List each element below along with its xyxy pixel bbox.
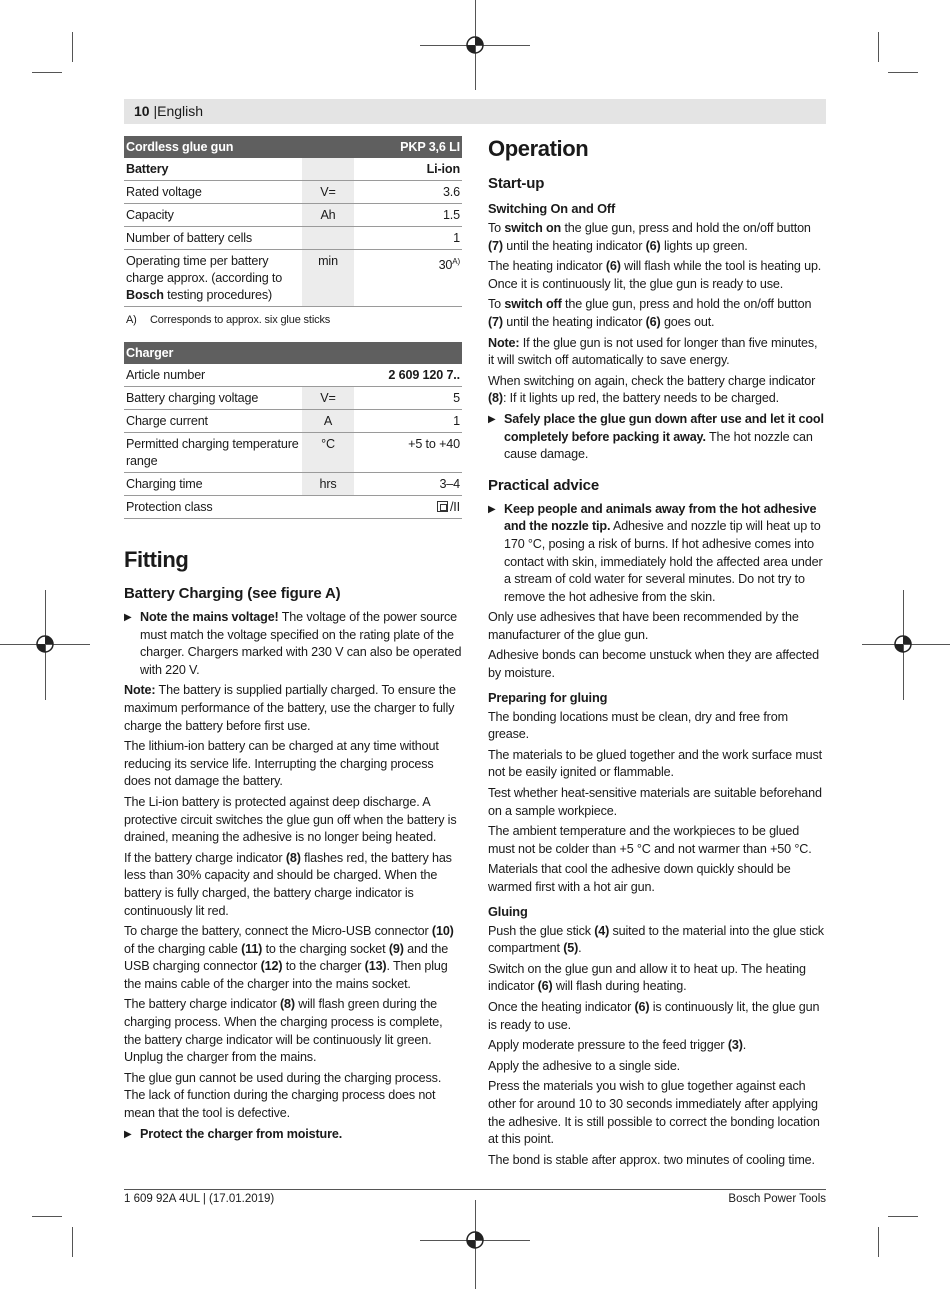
paragraph: Push the glue stick (4) suited to the material into the glue stick compartment (5). <box>488 923 824 956</box>
paragraph: Note: If the glue gun is not used for longer than five minutes, it will switch off automatically to save energy. <box>488 335 818 368</box>
spec-value: 5 <box>354 387 462 410</box>
footer-divider <box>124 1189 826 1190</box>
spec-value: 2 609 120 7.. <box>354 364 462 387</box>
footer-brand: Bosch Power Tools <box>728 1193 826 1205</box>
table-row <box>124 496 462 519</box>
subsection-title: Practical advice <box>488 476 600 494</box>
paragraph: To switch off the glue gun, press and hold the on/off button (7) until the heating indicator (6) goes out. <box>488 297 812 329</box>
paragraph: Apply moderate pressure to the feed trigger (3). <box>488 1038 747 1053</box>
paragraph: The bonding locations must be clean, dry and free from grease. <box>488 709 788 742</box>
warning-bullet: ▶ Note the mains voltage! The voltage of the power source must match the voltage specified on the rating plate of the charger. Chargers marked with 230 V can also be operated with 220 V. <box>124 610 462 677</box>
registration-mark-icon <box>893 634 913 654</box>
crop-mark <box>32 1216 62 1217</box>
crop-mark <box>32 72 62 73</box>
spec-label: Operating time per battery charge approx. (according to Bosch testing procedures) <box>124 250 302 307</box>
paragraph: Note: The battery is supplied partially charged. To ensure the maximum performance of the battery, use the charger to fully charge the battery before first use. <box>124 683 456 733</box>
spec-title: Cordless glue gun <box>124 136 302 158</box>
registration-mark-icon <box>465 35 485 55</box>
table-row <box>124 181 462 204</box>
spec-table-charger <box>124 342 462 519</box>
registration-mark-icon <box>465 1230 485 1250</box>
crop-mark <box>888 72 918 73</box>
paragraph: Press the materials you wish to glue together against each other for around 10 to 30 seconds immediately after applying the adhesive. It is still possible to correct the bonding location at this point. <box>488 1079 820 1147</box>
spec-unit: V= <box>302 181 354 204</box>
triangle-bullet-icon: ▶ <box>124 612 132 623</box>
table-row <box>124 410 462 433</box>
paragraph: The heating indicator (6) will flash while the tool is heating up. Once it is continuously lit, the glue gun is ready to use. <box>488 259 822 291</box>
paragraph: To switch on the glue gun, press and hold the on/off button (7) until the heating indicator (6) lights up green. <box>488 221 811 253</box>
warning-bullet: ▶ Keep people and animals away from the hot adhesive and the nozzle tip. Adhesive and nozzle tip will heat up to 170 °C, posing a risk of burns. If hot adhesive comes into contact with skin, immediately hold the affected area under a stream of cold water for several minutes. Do not try to remove the hot adhesive from the skin. <box>488 501 823 604</box>
spec-value: 1 <box>354 227 462 250</box>
section-title-operation: Operation <box>488 136 589 161</box>
spec-title: Charger <box>124 342 302 364</box>
spec-value: Li-ion <box>354 158 462 181</box>
spec-value: 1 <box>354 410 462 433</box>
paragraph: Switch on the glue gun and allow it to heat up. The heating indicator (6) will flash during heating. <box>488 961 806 994</box>
paragraph: Apply the adhesive to a single side. <box>488 1058 681 1073</box>
spec-value: 1.5 <box>354 204 462 227</box>
spec-unit: A <box>302 410 354 433</box>
header-language: English <box>157 103 204 119</box>
subsubsection-title: Switching On and Off <box>488 201 616 216</box>
paragraph: Adhesive bonds can become unstuck when they are affected by moisture. <box>488 648 819 681</box>
spec-value: /II <box>354 496 462 519</box>
spec-value: +5 to +40 <box>354 433 462 473</box>
paragraph: The lithium-ion battery can be charged at any time without reducing its service life. Interrupting the charging process does not damage the battery. <box>124 739 439 789</box>
subsubsection-title: Gluing <box>488 903 528 919</box>
spec-model: PKP 3,6 LI <box>354 136 462 158</box>
page-number: 10 <box>134 103 150 119</box>
table-row <box>124 227 462 250</box>
table-row <box>124 473 462 496</box>
spec-unit: V= <box>302 387 354 410</box>
warning-bullet: ▶ Protect the charger from moisture. <box>124 1126 462 1144</box>
spec-value: 3–4 <box>354 473 462 496</box>
paragraph: The materials to be glued together and the work surface must not be easily ignited or flammable. <box>488 747 823 780</box>
footnote: A) Corresponds to approx. six glue sticks <box>126 314 331 326</box>
subsubsection-title: Preparing for gluing <box>488 689 608 705</box>
triangle-bullet-icon: ▶ <box>124 1128 132 1140</box>
crop-mark <box>878 32 879 62</box>
spec-unit: °C <box>302 433 354 473</box>
spec-value: 3.6 <box>354 181 462 204</box>
right-column <box>488 136 826 1172</box>
table-row <box>124 364 462 387</box>
paragraph: The battery charge indicator (8) will flash green during the charging process. When the charging process is complete, the battery charge indicator will be continuously lit green. Unplug the charger from the mains. <box>124 997 443 1065</box>
spec-label: Article number <box>124 364 302 387</box>
spec-label: Charge current <box>124 410 302 433</box>
left-column <box>124 136 462 1146</box>
spec-unit: min <box>302 250 354 307</box>
paragraph: The bond is stable after approx. two minutes of cooling time. <box>488 1152 815 1167</box>
triangle-bullet-icon: ▶ <box>488 503 496 515</box>
spec-unit <box>302 227 354 250</box>
spec-label: Capacity <box>124 204 302 227</box>
spec-label: Battery charging voltage <box>124 387 302 410</box>
section-title-fitting: Fitting <box>124 547 189 572</box>
crop-mark <box>878 1227 879 1257</box>
paragraph: Once the heating indicator (6) is continuously lit, the glue gun is ready to use. <box>488 999 820 1032</box>
page-header <box>124 99 826 124</box>
header-separator: | <box>153 103 158 119</box>
spec-unit: Ah <box>302 204 354 227</box>
protection-class-icon <box>437 501 448 512</box>
paragraph: Test whether heat-sensitive materials are suitable beforehand on a sample workpiece. <box>488 786 822 818</box>
paragraph: The Li-ion battery is protected against deep discharge. A protective circuit switches the glue gun off when the battery is drained, meaning the adhesive is no longer being heated. <box>124 794 457 845</box>
paragraph: Materials that cool the adhesive down quickly should be warmed first with a hot air gun. <box>488 862 791 894</box>
spec-label: Protection class <box>124 496 302 519</box>
spec-label: Rated voltage <box>124 181 302 204</box>
paragraph: Only use adhesives that have been recommended by the manufacturer of the glue gun. <box>488 610 799 642</box>
table-row <box>124 433 462 473</box>
subsection-title: Battery Charging (see figure A) <box>124 585 341 602</box>
crop-mark <box>72 32 73 62</box>
spec-label: Battery <box>124 158 302 181</box>
paragraph: The glue gun cannot be used during the charging process. The lack of function during the charging process does not mean that the tool is defective. <box>124 1070 442 1121</box>
crop-mark <box>72 1227 73 1257</box>
spec-table-glue-gun <box>124 136 462 307</box>
spec-label: Charging time <box>124 473 302 496</box>
footer-doc-id: 1 609 92A 4UL | (17.01.2019) <box>124 1193 275 1205</box>
warning-bullet: ▶ Safely place the glue gun down after use and let it cool completely before packing it away. The hot nozzle can cause damage. <box>488 411 824 462</box>
paragraph: If the battery charge indicator (8) flashes red, the battery has less than 30% capacity and should be charged. When the battery is fully charged, the battery charge indicator is continuously lit red. <box>124 850 452 918</box>
table-row <box>124 250 462 307</box>
subsection-title: Start-up <box>488 175 545 192</box>
table-row <box>124 204 462 227</box>
registration-mark-icon <box>35 634 55 654</box>
crop-mark <box>888 1216 918 1217</box>
triangle-bullet-icon: ▶ <box>488 413 496 425</box>
paragraph: When switching on again, check the battery charge indicator (8): If it lights up red, the battery needs to be charged. <box>488 373 816 406</box>
table-row <box>124 387 462 410</box>
paragraph: To charge the battery, connect the Micro-USB connector (10) of the charging cable (11) to the charging socket (9) and the USB charging connector (12) to the charger (13). Then plug the mains cable of the charger into the mains socket. <box>124 924 454 991</box>
paragraph: The ambient temperature and the workpieces to be glued must not be colder than +5 °C and not warmer than +50 °C. <box>488 824 812 856</box>
spec-label: Number of battery cells <box>124 227 302 250</box>
spec-value: $30^{A)}$ <box>354 250 462 307</box>
spec-label: Permitted charging temperature range <box>124 433 302 473</box>
spec-unit: hrs <box>302 473 354 496</box>
